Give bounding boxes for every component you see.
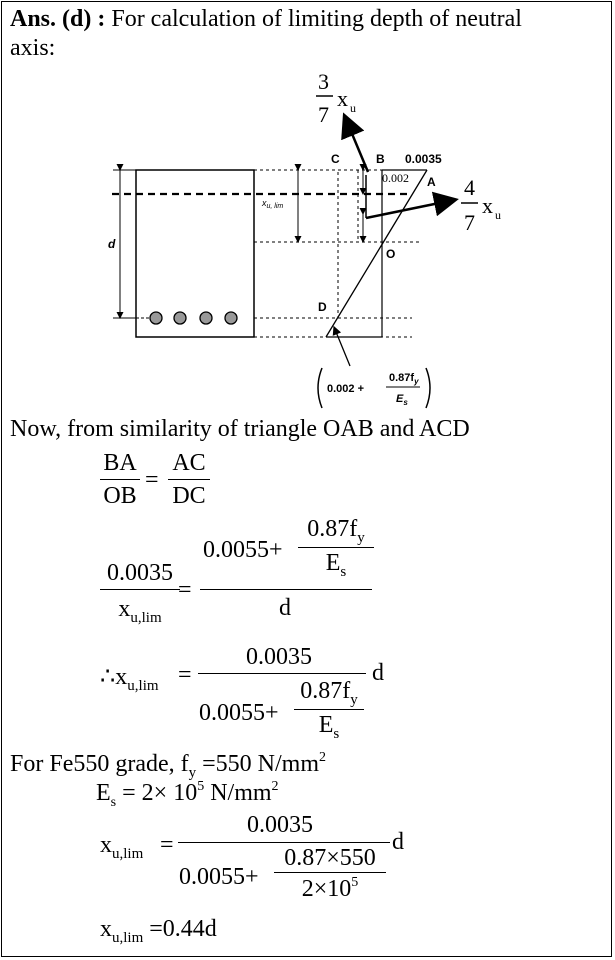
answer-line-1 (10, 6, 522, 33)
svg-text:Es: $E_s$ (396, 393, 408, 407)
eq4-d: d (392, 829, 404, 855)
eq4-den-a: 0.0055+ (179, 864, 259, 890)
svg-text:3: 3 (318, 69, 329, 94)
point-a: A (427, 175, 436, 189)
eq2-equals: = (178, 577, 192, 603)
grade-line: For Fe550 grade, $f_y =550$ $N/mm^2$ (10, 750, 327, 781)
rebar-1 (150, 312, 162, 324)
eq4-inner-frac: 0.87×550 $2\times 10^5$ (274, 845, 386, 903)
similarity-text: Now, from similarity of triangle OAB and ACD (10, 416, 470, 442)
eq3-d: d (372, 660, 384, 686)
eq3-den-a: 0.0055+ (199, 700, 279, 726)
svg-text:x: x (337, 86, 348, 111)
strain-0035: 0.0035 (405, 152, 442, 166)
steel-strain-expression (318, 368, 430, 408)
eq2-rhs-den: d (279, 595, 291, 621)
svg-text:u: u (495, 208, 501, 222)
eq3-inner-frac: $0.87f_y$ $E_s$ (294, 678, 364, 743)
point-b: B (376, 152, 385, 166)
eq2-rhs-num-a: 0.0055+ (203, 537, 283, 563)
intro-text-line-2: axis: (10, 35, 56, 61)
eq2-lhs-frac: 0.0035 $x_{u,lim}$ (100, 560, 180, 627)
eq3-num: 0.0035 (246, 644, 312, 670)
eq1-equals: = (145, 467, 159, 493)
svg-text:7: 7 (318, 102, 329, 127)
eq5-result: $x_{u,lim} =0.44d$ (100, 916, 217, 946)
svg-text:4: 4 (464, 175, 475, 200)
eq2-main-bar (200, 589, 372, 590)
point-d: D (318, 300, 327, 314)
strain-diagram (0, 60, 615, 420)
eq4-main-bar (178, 842, 390, 843)
eq1-frac-right: AC DC (168, 450, 210, 510)
svg-text:u: u (350, 101, 356, 115)
es-line: $E_s = 2\times 10^5$ $N/mm^2$ (96, 779, 279, 810)
rebar-4 (225, 312, 237, 324)
eq4-lhs: $x_{u,lim}$ (100, 832, 144, 862)
svg-text:x: x (482, 193, 493, 218)
eq1-frac-left: BA OB (100, 450, 140, 510)
svg-text:7: 7 (464, 210, 475, 235)
eq3-equals: = (178, 662, 192, 688)
rebar-3 (200, 312, 212, 324)
four-sevenths-arrow (366, 200, 454, 218)
point-c: C (331, 152, 340, 166)
eq3-main-bar (198, 673, 366, 674)
d-label: d (108, 237, 116, 251)
rebars (150, 312, 237, 324)
strain-0002: 0.002 (382, 171, 409, 185)
rebar-2 (174, 312, 186, 324)
four-sevenths-xu (461, 175, 501, 235)
eq3-lhs: $\therefore x_{u,lim}$ (100, 664, 159, 694)
svg-text:0.002 +: 0.002 + (327, 383, 365, 395)
svg-text:0.87fy: $0.87f_y$ (389, 372, 419, 386)
eq2-inner-frac: $0.87f_y$ $E_s$ (298, 516, 374, 581)
answer-label: Ans. (d) : (10, 6, 106, 32)
xu-lim-label: $x_{u, lim}$ (262, 198, 284, 210)
three-sevenths-xu (316, 69, 356, 127)
intro-text: For calculation of limiting depth of neutral (111, 6, 522, 32)
eq4-equals: = (160, 832, 174, 858)
eq4-num: 0.0035 (247, 812, 313, 838)
three-sevenths-arrow (345, 117, 368, 172)
point-o: O (386, 247, 396, 261)
